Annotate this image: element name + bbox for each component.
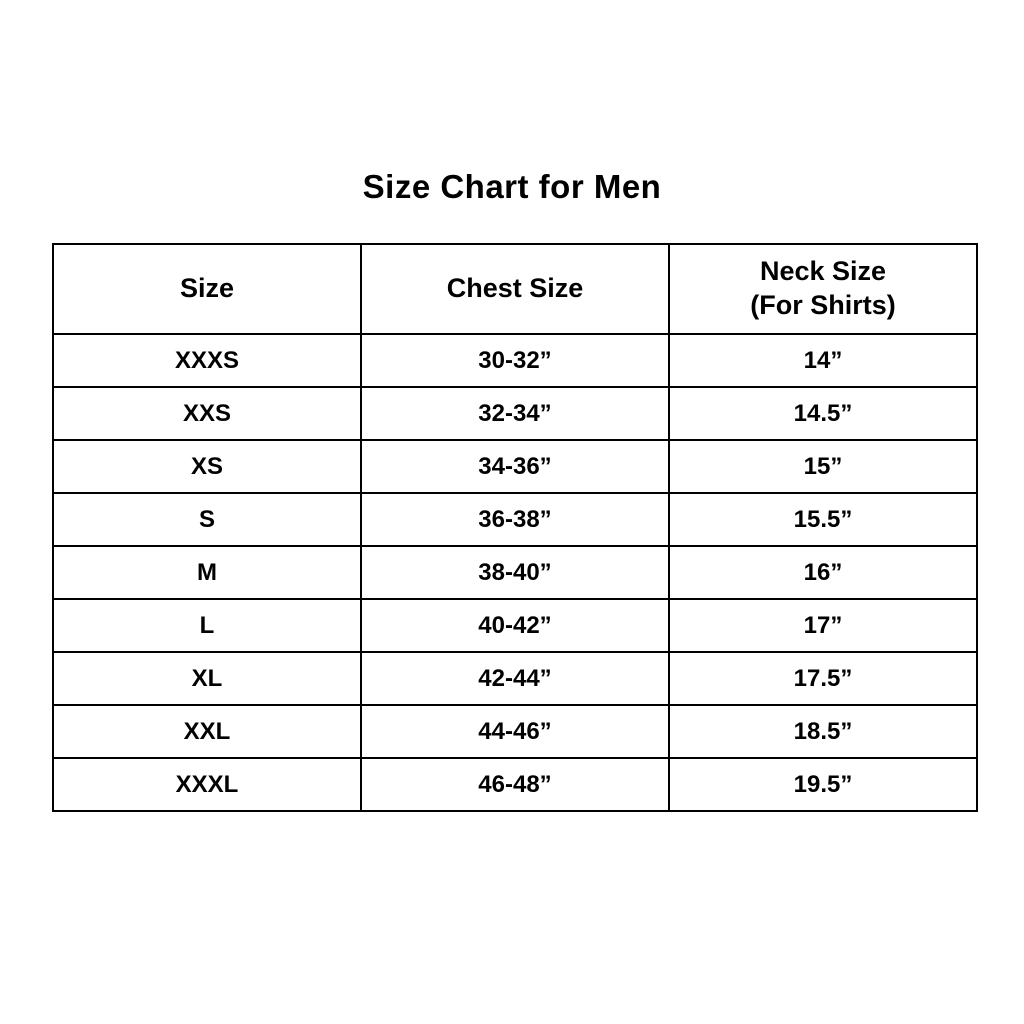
chest-size-cell: 30-32” bbox=[361, 334, 669, 387]
column-header-size-label: Size bbox=[179, 273, 235, 304]
chest-size-cell: 42-44” bbox=[361, 652, 669, 705]
column-header-neck-sublabel: (For Shirts) bbox=[750, 290, 896, 320]
size-cell: XL bbox=[53, 652, 361, 705]
size-cell: XXXL bbox=[53, 758, 361, 811]
neck-size-cell: 19.5” bbox=[669, 758, 977, 811]
table-row bbox=[53, 493, 977, 546]
page-title: Size Chart for Men bbox=[362, 168, 662, 205]
chest-size-cell: 46-48” bbox=[361, 758, 669, 811]
table-row bbox=[53, 758, 977, 811]
column-header-size bbox=[53, 244, 361, 334]
neck-size-cell: 14.5” bbox=[669, 387, 977, 440]
chest-size-cell: 36-38” bbox=[361, 493, 669, 546]
table-body bbox=[53, 334, 977, 811]
table-header-row bbox=[53, 244, 977, 334]
neck-size-cell: 17.5” bbox=[669, 652, 977, 705]
chest-size-cell: 40-42” bbox=[361, 599, 669, 652]
size-cell: XS bbox=[53, 440, 361, 493]
column-header-neck-size bbox=[669, 244, 977, 334]
neck-size-cell: 18.5” bbox=[669, 705, 977, 758]
table-row bbox=[53, 705, 977, 758]
neck-size-cell: 17” bbox=[669, 599, 977, 652]
table-row bbox=[53, 599, 977, 652]
neck-size-cell: 16” bbox=[669, 546, 977, 599]
table-row bbox=[53, 334, 977, 387]
column-header-neck-label: Neck Size bbox=[759, 256, 887, 287]
chest-size-cell: 32-34” bbox=[361, 387, 669, 440]
chest-size-cell: 44-46” bbox=[361, 705, 669, 758]
size-cell: S bbox=[53, 493, 361, 546]
table-row bbox=[53, 652, 977, 705]
chest-size-cell: 34-36” bbox=[361, 440, 669, 493]
chest-size-cell: 38-40” bbox=[361, 546, 669, 599]
table-row bbox=[53, 387, 977, 440]
neck-size-cell: 15.5” bbox=[669, 493, 977, 546]
neck-size-cell: 14” bbox=[669, 334, 977, 387]
size-cell: XXXS bbox=[53, 334, 361, 387]
size-chart-table bbox=[52, 243, 978, 812]
size-cell: M bbox=[53, 546, 361, 599]
table-row bbox=[53, 440, 977, 493]
column-header-chest-size bbox=[361, 244, 669, 334]
neck-size-cell: 15” bbox=[669, 440, 977, 493]
size-cell: XXL bbox=[53, 705, 361, 758]
size-cell: L bbox=[53, 599, 361, 652]
size-cell: XXS bbox=[53, 387, 361, 440]
column-header-chest-label: Chest Size bbox=[446, 273, 584, 304]
table-row bbox=[53, 546, 977, 599]
